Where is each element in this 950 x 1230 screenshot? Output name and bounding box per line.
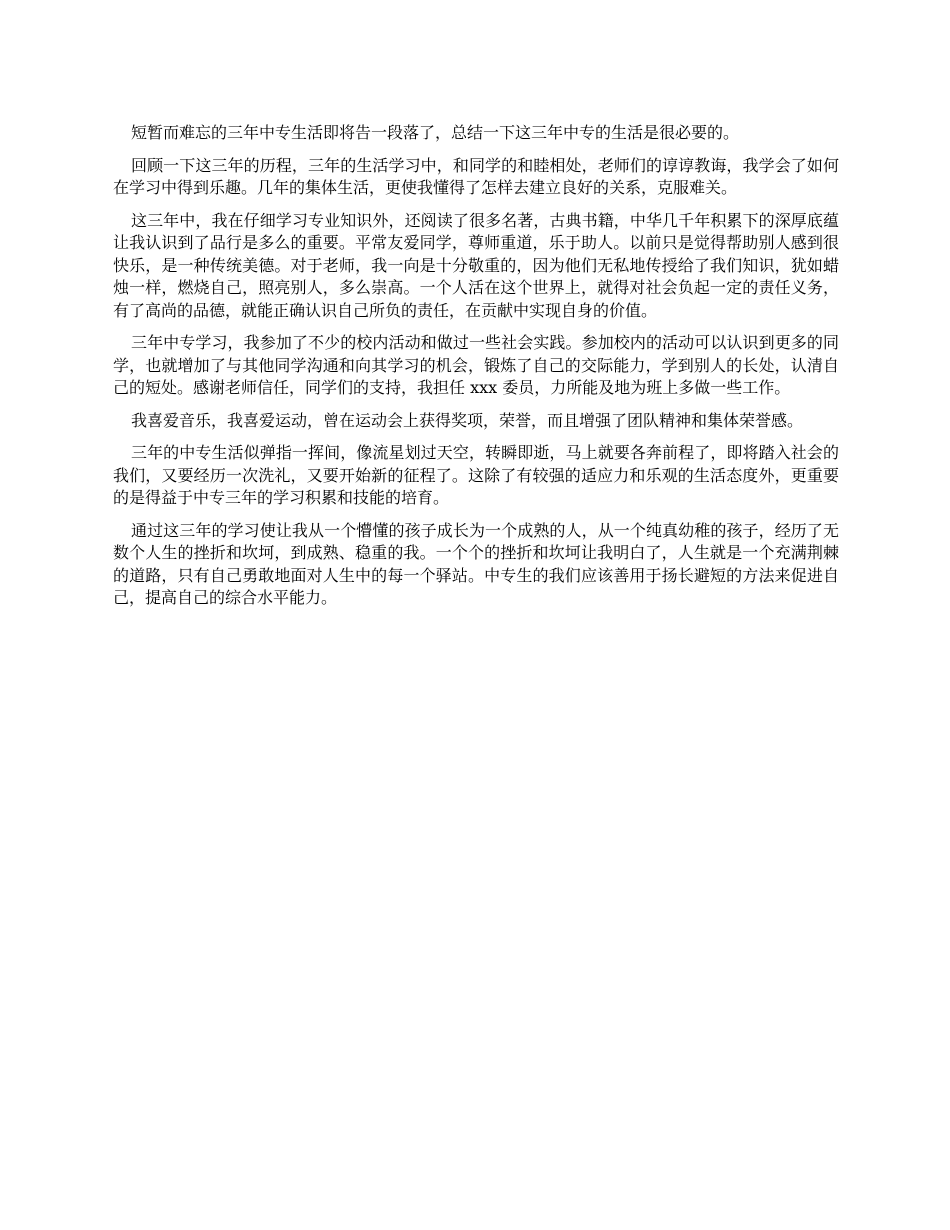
paragraph-4: 三年中专学习，我参加了不少的校内活动和做过一些社会实践。参加校内的活动可以认识到更多的同学，也就增加了与其他同学沟通和向其学习的机会，锻炼了自己的交际能力，学到别人的长处，认清自己的短处。感谢老师信任，同学们的支持，我担任 xxx 委员，力所能及地为班上多做一些工作。 (113, 333, 839, 397)
document-body (113, 122, 839, 620)
paragraph-6: 三年的中专生活似弹指一挥间，像流星划过天空，转瞬即逝，马上就要各奔前程了，即将踏入社会的我们，又要经历一次洗礼，又要开始新的征程了。这除了有较强的适应力和乐观的生活态度外，更重要的是得益于中专三年的学习积累和技能的培育。 (113, 443, 839, 507)
paragraph-1: 短暂而难忘的三年中专生活即将告一段落了，总结一下这三年中专的生活是很必要的。 (131, 123, 740, 142)
paragraph-7: 通过这三年的学习使让我从一个懵懂的孩子成长为一个成熟的人，从一个纯真幼稚的孩子，经历了无数个人生的挫折和坎坷，到成熟、稳重的我。一个个的挫折和坎坷让我明白了，人生就是一个充满荆棘的道路，只有自己勇敢地面对人生中的每一个驿站。中专生的我们应该善用于扬长避短的方法来促进自己，提高自己的综合水平能力。 (113, 520, 839, 607)
paragraph-2: 回顾一下这三年的历程，三年的生活学习中，和同学的和睦相处，老师们的谆谆教诲，我学会了如何在学习中得到乐趣。几年的集体生活，更使我懂得了怎样去建立良好的关系，克服难关。 (113, 155, 839, 197)
paragraph-5: 我喜爱音乐，我喜爱运动，曾在运动会上获得奖项，荣誉，而且增强了团队精神和集体荣誉感。 (131, 410, 804, 430)
paragraph-3: 这三年中，我在仔细学习专业知识外，还阅读了很多名著，古典书籍，中华几千年积累下的深厚底蕴让我认识到了品行是多么的重要。平常友爱同学，尊师重道，乐于助人。以前只是觉得帮助别人感到很快乐，是一种传统美德。对于老师，我一向是十分敬重的，因为他们无私地传授给了我们知识，犹如蜡烛一样，燃烧自己，照亮别人，多么崇高。一个人活在这个世界上，就得对社会负起一定的责任义务，有了高尚的品德，就能正确认识自己所负的责任，在贡献中实现自身的价值。 (113, 210, 839, 320)
